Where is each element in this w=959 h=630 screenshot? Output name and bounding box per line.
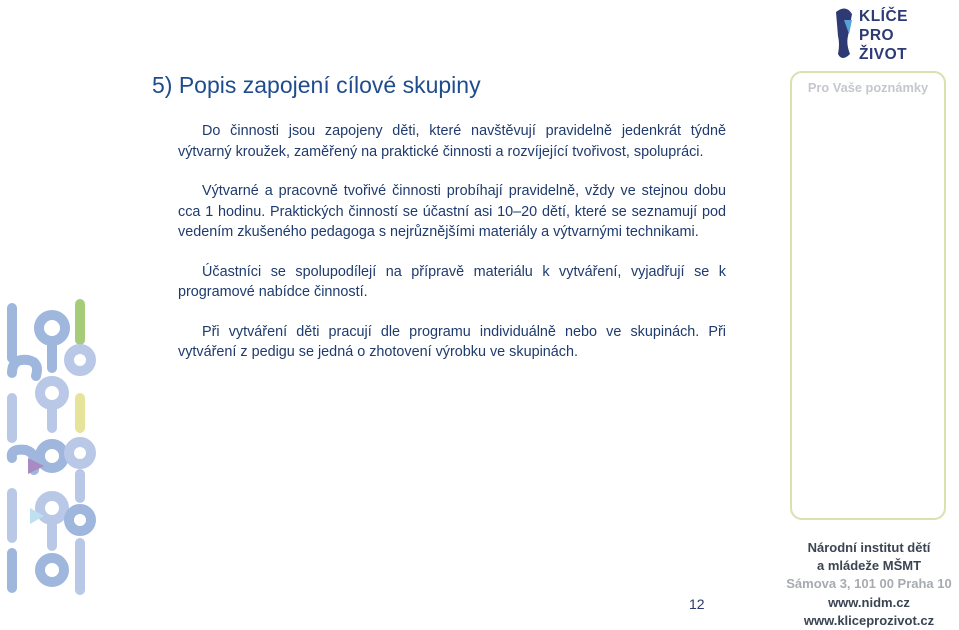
footer-line-5: www.kliceprozivot.cz [803,612,935,628]
logo-line-2: PRO [859,27,895,44]
notes-title: Pro Vaše poznámky [807,80,929,95]
paragraph-4: Při vytváření děti pracují dle programu individuálně nebo ve skupinách. Při vytváření z pedigu se jedná o zhotovení výrobku ve skupinách. [178,323,726,360]
keys-decoration-icon [0,298,98,598]
paragraph-3: Účastníci se spolupodílejí na přípravě materiálu k vytváření, vyjadřují se k programové nabídce činností. [178,263,726,300]
logo-key-icon [832,6,858,64]
logo-line-3: ŽIVOT [859,46,908,63]
logo-line-1: KLÍČE [859,8,908,25]
footer-line-4: www.nidm.cz [828,594,910,610]
paragraph-1: Do činnosti jsou zapojeny děti, které navštěvují pravidelně jedenkrát týdně výtvarný kroužek, zaměřený na praktické činnosti a rozvíjející tvořivost, spolupráci. [178,123,726,160]
keys-decoration [0,298,98,598]
footer-line-3: Sámova 3, 101 00 Praha 10 [786,576,952,592]
content-body [178,121,726,382]
paragraph-2: Výtvarné a pracovně tvořivé činnosti probíhají pravidelně, vždy ve stejnou dobu cca 1 hodinu. Praktických činností se účastní asi 10–20 dětí, které se seznamují pod vedením zkušeného pedagoga s nejrůznějšími materiály a výtvarnými technikami. [178,183,726,240]
footer-address [780,539,958,630]
footer-line-2: a mládeže MŠMT [816,558,922,574]
logo [832,6,927,66]
footer-line-1: Národní institut dětí [807,540,931,555]
page-number: 12 [689,596,705,612]
notes-panel [790,71,946,520]
page-title: 5) Popis zapojení cílové skupiny [152,72,481,98]
